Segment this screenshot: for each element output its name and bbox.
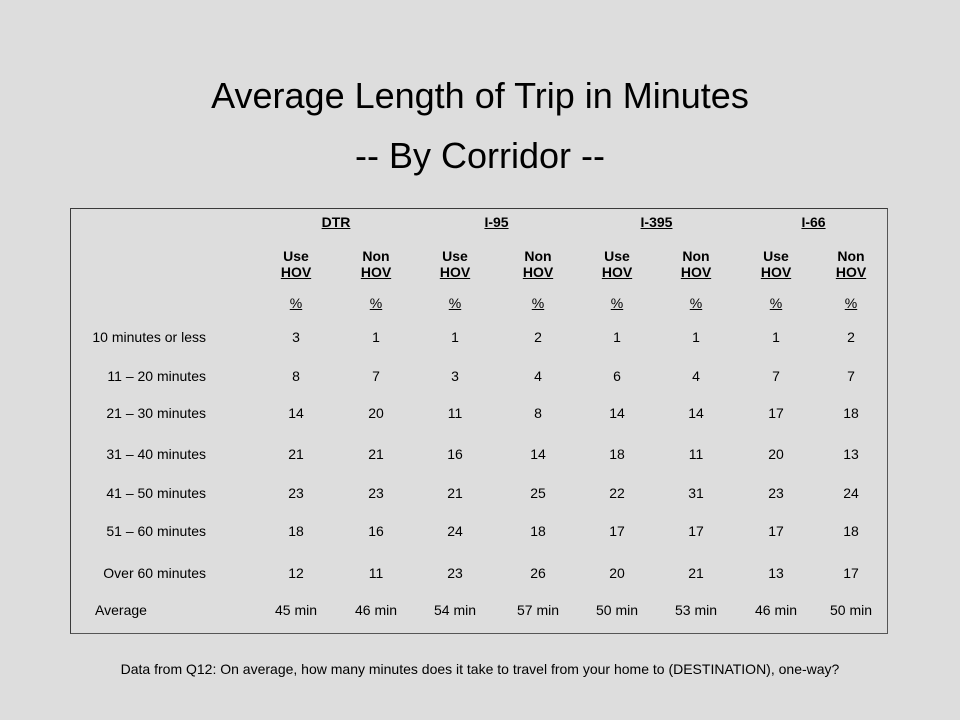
average-cell: 50 min — [595, 602, 639, 618]
table-cell: 17 — [768, 523, 784, 539]
table-cell: 18 — [843, 523, 859, 539]
subheader-line2: HOV — [439, 264, 471, 280]
row-label: 41 – 50 minutes — [106, 485, 206, 501]
average-label: Average — [95, 602, 147, 618]
table-cell: 24 — [447, 523, 463, 539]
table-cell: 18 — [609, 446, 625, 462]
table-cell: 1 — [772, 329, 780, 345]
table-cell: 6 — [613, 368, 621, 384]
table-cell: 20 — [368, 405, 384, 421]
average-cell: 50 min — [829, 602, 873, 618]
subheader-line1: Non — [837, 248, 865, 264]
table-cell: 3 — [451, 368, 459, 384]
average-cell: 46 min — [754, 602, 798, 618]
table-cell: 23 — [368, 485, 384, 501]
table-cell: 11 — [688, 446, 704, 462]
table-cell: 23 — [288, 485, 304, 501]
table-cell: 18 — [288, 523, 304, 539]
corridor-header: DTR — [321, 214, 351, 230]
table-cell: 1 — [451, 329, 459, 345]
table-cell: 31 — [688, 485, 704, 501]
unit-cell: % — [689, 295, 703, 311]
unit-cell: % — [769, 295, 783, 311]
unit-cell: % — [531, 295, 545, 311]
table-cell: 14 — [688, 405, 704, 421]
subheader-line2: HOV — [835, 264, 867, 280]
corridor-header: I-95 — [484, 214, 509, 230]
table-cell: 24 — [843, 485, 859, 501]
table-cell: 7 — [372, 368, 380, 384]
subheader-line2: HOV — [522, 264, 554, 280]
table-cell: 22 — [609, 485, 625, 501]
page-title: Average Length of Trip in Minutes — [211, 75, 749, 116]
table-cell: 11 — [447, 405, 463, 421]
table-cell: 23 — [447, 565, 463, 581]
subheader-line1: Use — [604, 248, 630, 264]
row-label: 51 – 60 minutes — [106, 523, 206, 539]
table-cell: 18 — [530, 523, 546, 539]
subheader-line1: Non — [682, 248, 710, 264]
subheader-line2: HOV — [360, 264, 392, 280]
subheader-line1: Use — [763, 248, 789, 264]
table-cell: 17 — [768, 405, 784, 421]
table-cell: 21 — [368, 446, 384, 462]
table-cell: 12 — [288, 565, 304, 581]
table-cell: 2 — [534, 329, 542, 345]
subheader-line2: HOV — [280, 264, 312, 280]
subheader-line1: Non — [524, 248, 552, 264]
table-cell: 8 — [534, 405, 542, 421]
table-cell: 21 — [688, 565, 704, 581]
average-cell: 54 min — [433, 602, 477, 618]
table-cell: 7 — [772, 368, 780, 384]
table-cell: 21 — [288, 446, 304, 462]
table-cell: 1 — [613, 329, 621, 345]
unit-cell: % — [610, 295, 624, 311]
table-cell: 11 — [368, 565, 384, 581]
table-cell: 3 — [292, 329, 300, 345]
table-cell: 23 — [768, 485, 784, 501]
table-cell: 20 — [609, 565, 625, 581]
subheader-line1: Use — [283, 248, 309, 264]
unit-cell: % — [448, 295, 462, 311]
subheader-line2: HOV — [760, 264, 792, 280]
table-cell: 21 — [447, 485, 463, 501]
footnote: Data from Q12: On average, how many minutes does it take to travel from your home to (DESTINATION), one-way? — [120, 661, 840, 677]
row-label: 31 – 40 minutes — [106, 446, 206, 462]
row-label: 21 – 30 minutes — [106, 405, 206, 421]
row-label: 11 – 20 minutes — [107, 368, 206, 384]
table-cell: 16 — [447, 446, 463, 462]
unit-cell: % — [844, 295, 858, 311]
unit-cell: % — [289, 295, 303, 311]
row-label: 10 minutes or less — [92, 329, 206, 345]
table-cell: 4 — [534, 368, 542, 384]
table-cell: 20 — [768, 446, 784, 462]
table-cell: 17 — [609, 523, 625, 539]
subheader-line2: HOV — [680, 264, 712, 280]
row-label: Over 60 minutes — [103, 565, 206, 581]
corridor-header: I-66 — [801, 214, 826, 230]
corridor-header: I-395 — [640, 214, 673, 230]
subheader-line2: HOV — [601, 264, 633, 280]
table-cell: 25 — [530, 485, 546, 501]
page-subtitle: -- By Corridor -- — [355, 135, 605, 176]
table-cell: 13 — [768, 565, 784, 581]
table-cell: 1 — [692, 329, 700, 345]
table-cell: 18 — [843, 405, 859, 421]
table-cell: 17 — [843, 565, 859, 581]
subheader-line1: Non — [362, 248, 390, 264]
subheader-line1: Use — [442, 248, 468, 264]
table-cell: 2 — [847, 329, 855, 345]
table-cell: 4 — [692, 368, 700, 384]
table-cell: 17 — [688, 523, 704, 539]
table-cell: 8 — [292, 368, 300, 384]
average-cell: 53 min — [674, 602, 718, 618]
table-cell: 7 — [847, 368, 855, 384]
table-cell: 14 — [530, 446, 546, 462]
table-cell: 16 — [368, 523, 384, 539]
average-cell: 45 min — [274, 602, 318, 618]
table-cell: 14 — [288, 405, 304, 421]
average-cell: 57 min — [516, 602, 560, 618]
unit-cell: % — [369, 295, 383, 311]
average-cell: 46 min — [354, 602, 398, 618]
table-cell: 26 — [530, 565, 546, 581]
table-cell: 14 — [609, 405, 625, 421]
table-cell: 1 — [372, 329, 380, 345]
table-cell: 13 — [843, 446, 859, 462]
